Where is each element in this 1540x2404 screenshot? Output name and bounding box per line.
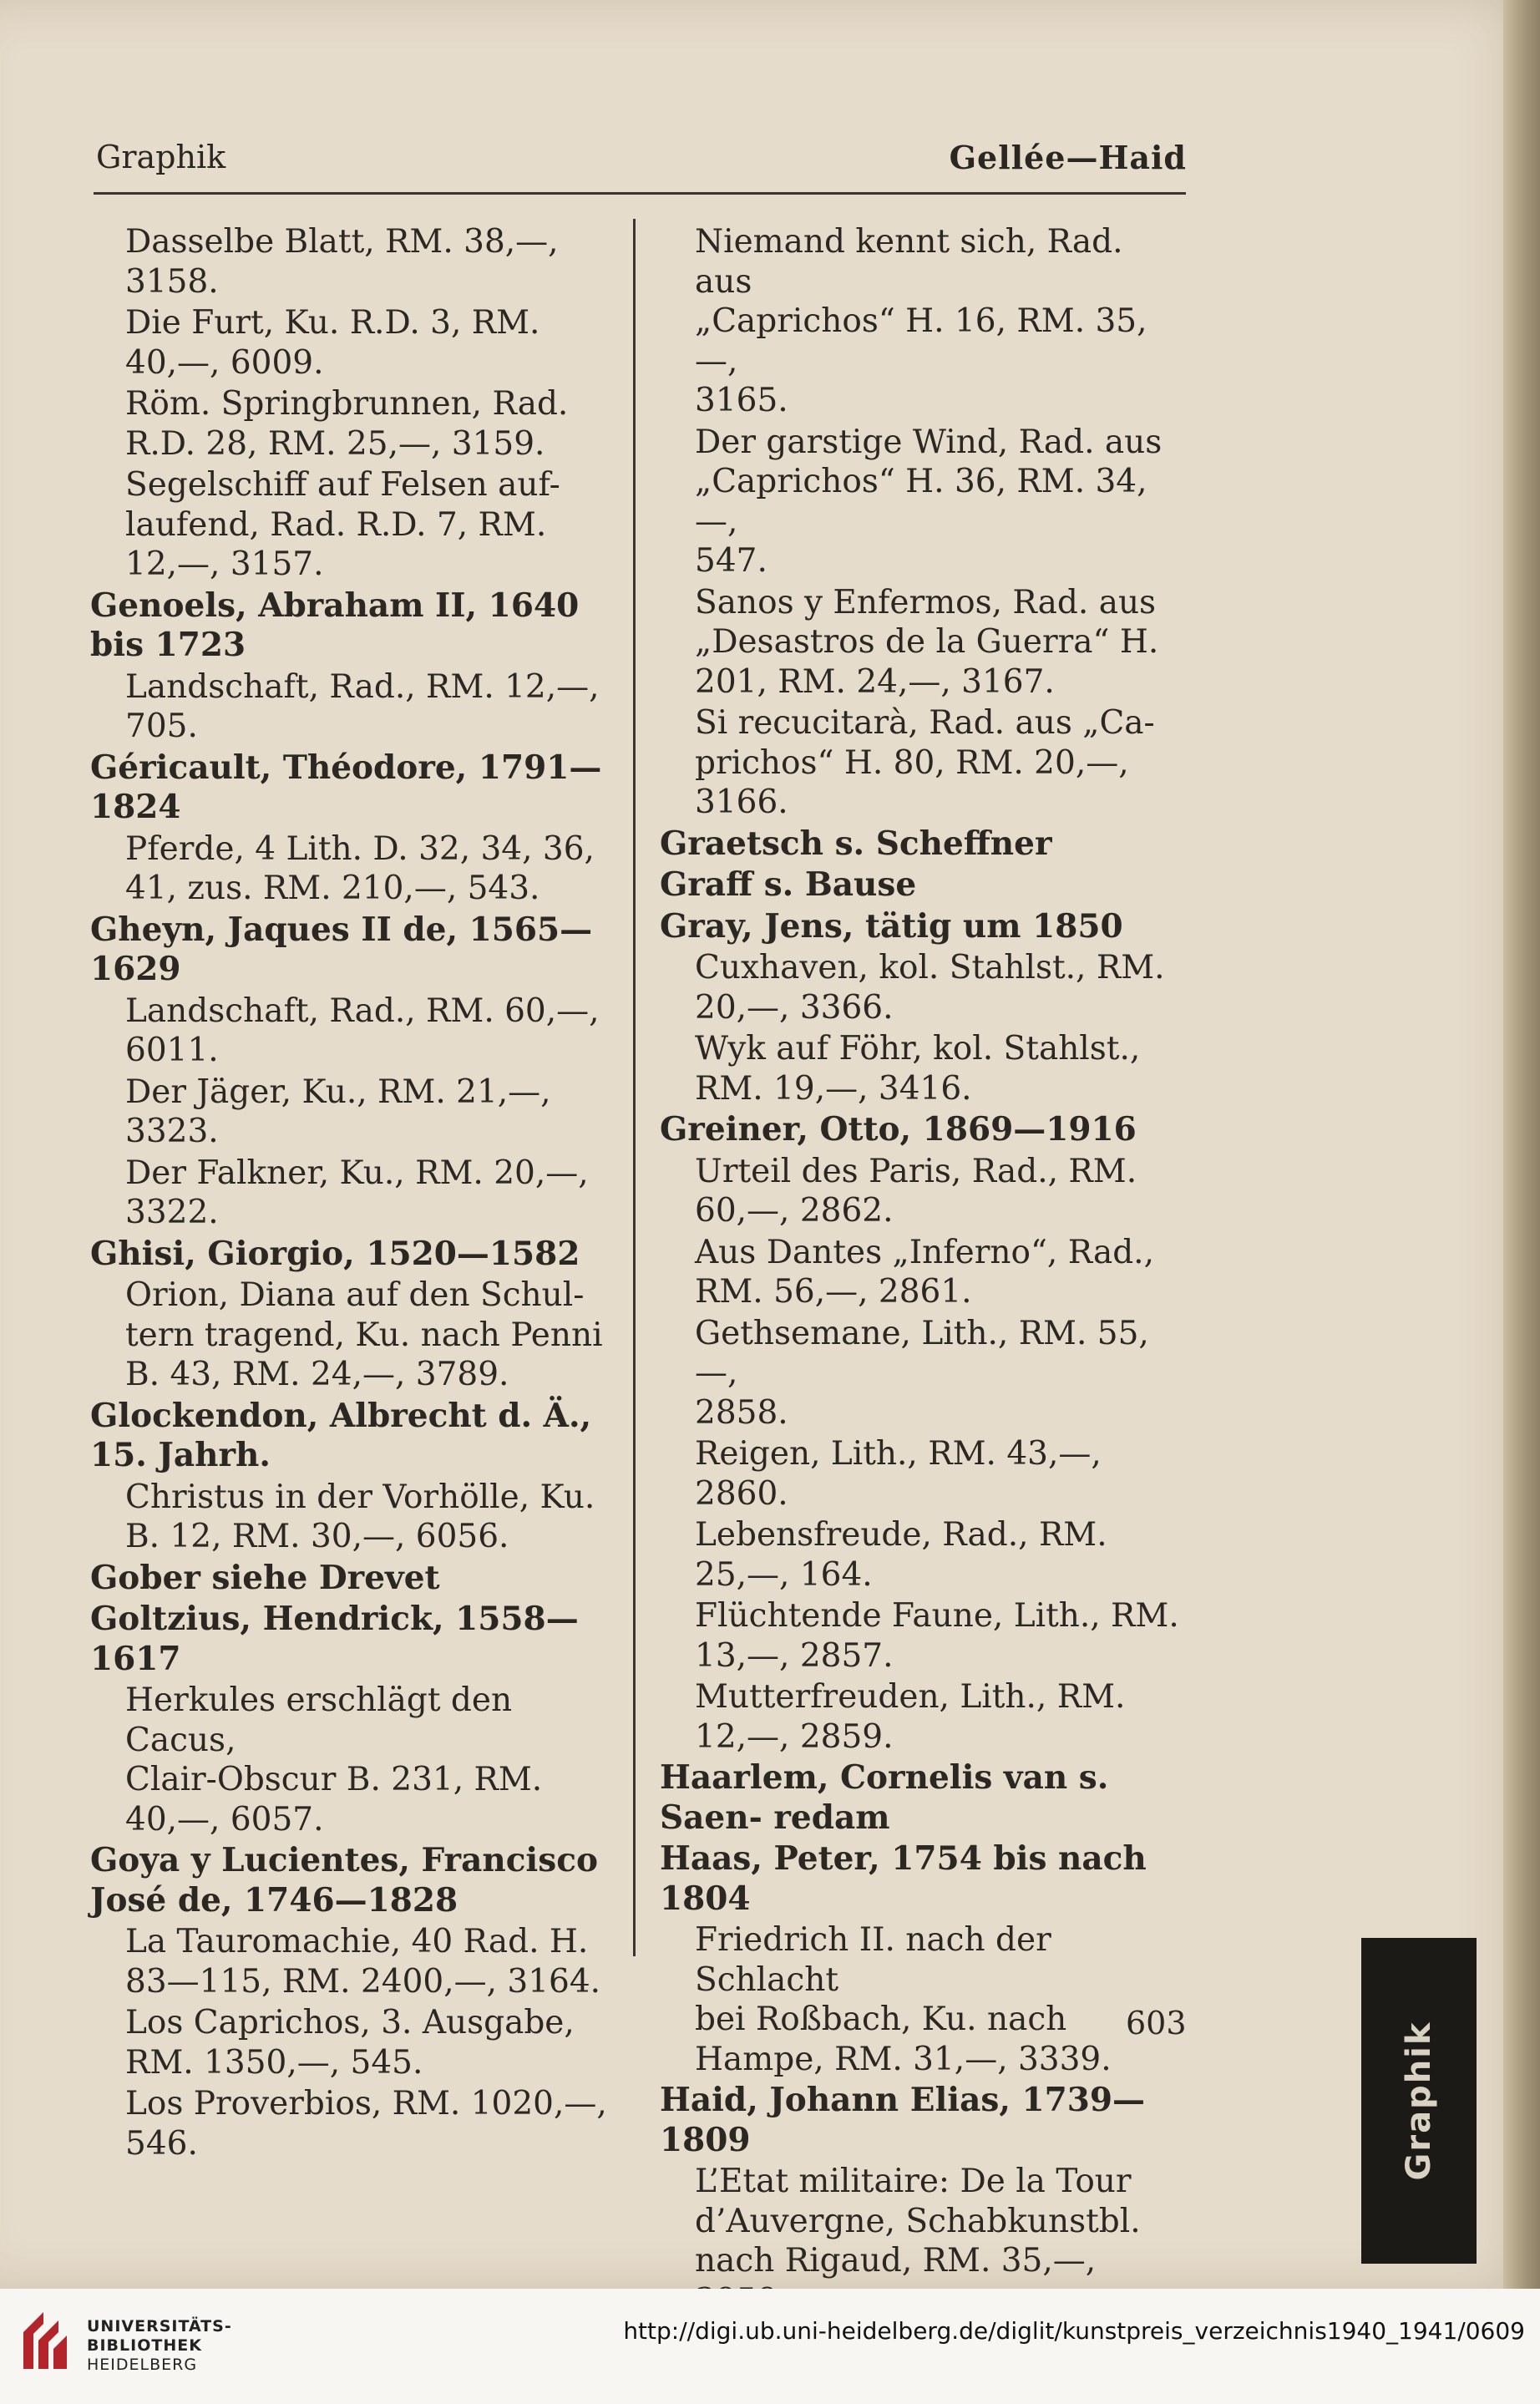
entry-line: „Caprichos“ H. 16, RM. 35,—, [695,302,1147,380]
entry-heading: Genoels, Abraham II, 1640 bis 1723 [90,586,580,664]
entry-line: prichos“ H. 80, RM. 20,—, [695,743,1129,782]
entry-line: 201, RM. 24,—, 3167. [695,662,1055,701]
entry-line: Die Furt, Ku. R.D. 3, RM. [125,304,540,342]
running-head-left: Graphik [96,139,226,175]
entry-line: B. 12, RM. 30,—, 6056. [125,1518,509,1555]
entry-line: Urteil des Paris, Rad., RM. [695,1152,1137,1190]
entry-heading: Goltzius, Hendrick, 1558—1617 [90,1600,579,1678]
entry-item [90,384,608,464]
entry-item [660,1233,1186,1312]
entry-line: Dasselbe Blatt, RM. 38,—, [125,223,559,261]
entry-line: 40,—, 6009. [125,343,324,382]
entry-heading: Haas, Peter, 1754 bis nach 1804 [660,1839,1147,1918]
entry-item [660,1029,1186,1108]
entry-line: Christus in der Vorhölle, Ku. [125,1478,595,1516]
entry-line: RM. 19,—, 3416. [695,1069,972,1108]
entry-line: 13,—, 2857. [695,1636,894,1675]
logo-text-line-2: BIBLIOTHEK [87,2336,202,2355]
footer-bar [0,2289,1540,2404]
entry-heading: Gheyn, Jaques II de, 1565—1629 [90,910,593,988]
entry-line: Orion, Diana auf den Schul- [125,1276,585,1314]
entry-line: Los Proverbios, RM. 1020,—, [125,2085,607,2123]
entry-line: L’Etat militaire: De la Tour [695,2163,1132,2200]
right-column [660,222,1186,2322]
entry-line: RM. 56,—, 2861. [695,1273,972,1311]
entry-line: B. 43, RM. 24,—, 3789. [125,1356,509,1393]
entry-heading: Graff s. Bause [660,865,917,904]
entry-heading: Graetsch s. Scheffner [660,824,1052,863]
entry-heading: Haid, Johann Elias, 1739—1809 [660,2081,1146,2159]
entry-line: Gethsemane, Lith., RM. 55,—, [695,1314,1149,1392]
entry-line: 25,—, 164. [695,1555,873,1594]
entry-item [660,222,1186,421]
entry-line: Lebensfreude, Rad., RM. [695,1516,1107,1554]
entry-item [90,222,608,302]
entry-line: Los Caprichos, 3. Ausgabe, [125,2004,575,2041]
entry-line: 546. [125,2124,198,2163]
entry-line: nach Rigaud, RM. 35,—, [695,2242,1097,2280]
entry-line: 40,—, 6057. [125,1800,324,1839]
entry-heading: Haarlem, Cornelis van s. Saen- redam [660,1758,1109,1837]
entry-line: R.D. 28, RM. 25,—, 3159. [125,424,545,463]
entry-line: Landschaft, Rad., RM. 60,—, [125,992,600,1030]
entry-line: Niemand kennt sich, Rad. aus [695,223,1123,301]
entry-item [660,1920,1186,2079]
entry-line: tern tragend, Ku. nach Penni [125,1316,603,1354]
entry-line: 3165. [695,382,788,419]
entry-item [660,583,1186,702]
entry-line: Der Jäger, Ku., RM. 21,—, [125,1073,551,1111]
left-column [90,222,608,2165]
logo-text-line-1: UNIVERSITÄTS- [87,2317,232,2336]
header-rule [94,192,1186,195]
entry-line: 705. [125,708,198,745]
entry-item [660,1434,1186,1514]
entry-line: laufend, Rad. R.D. 7, RM. [125,505,547,544]
entry-item [90,992,608,1071]
entry-line: 12,—, 2859. [695,1717,894,1756]
entry-item [90,465,608,585]
entry-line: 3323. [125,1113,219,1150]
entry-line: 2858. [695,1393,788,1432]
entry-line: Pferde, 4 Lith. D. 32, 34, 36, [125,829,595,868]
book-spine-edge [1503,0,1540,2289]
entry-line: 3158. [125,262,219,301]
entry-item [90,1681,608,1839]
entry-item [660,1314,1186,1433]
entry-item [90,829,608,909]
entry-line: Friedrich II. nach der Schlacht [695,1921,1051,1999]
entry-line: Herkules erschlägt den Cacus, [125,1681,513,1759]
entry-line: „Caprichos“ H. 36, RM. 34,—, [695,463,1147,540]
entry-line: Röm. Springbrunnen, Rad. [125,385,569,423]
entry-heading: Gray, Jens, tätig um 1850 [660,906,1123,946]
entry-item [660,1515,1186,1595]
entry-line: Flüchtende Faune, Lith., RM. [695,1597,1179,1635]
entry-line: 12,—, 3157. [125,545,324,583]
entry-line: Hampe, RM. 31,—, 3339. [695,2040,1112,2078]
entry-item [660,423,1186,581]
entry-heading: Ghisi, Giorgio, 1520—1582 [90,1234,580,1273]
entry-line: „Desastros de la Guerra“ H. [695,623,1159,661]
entry-item [90,1922,608,2001]
entry-item [660,1596,1186,1676]
entry-line: Reigen, Lith., RM. 43,—, 2860. [695,1435,1102,1513]
entry-line: d’Auvergne, Schabkunstbl. [695,2202,1141,2240]
entry-line: 547. [695,542,767,580]
section-tab-label: Graphik [1400,2021,1438,2181]
entry-line: 83—115, RM. 2400,—, 3164. [125,1962,601,2001]
entry-line: 3166. [695,784,788,821]
entry-line: 20,—, 3366. [695,988,894,1027]
entry-item [90,1154,608,1233]
entry-heading: Gober siehe Drevet [90,1558,440,1597]
entry-line: Si recucitarà, Rad. aus „Ca- [695,704,1155,742]
entry-line: 60,—, 2862. [695,1192,894,1230]
running-head-right: Gellée—Haid [949,139,1187,176]
logo-text-line-3: HEIDELBERG [87,2356,198,2374]
entry-line: Der garstige Wind, Rad. aus [695,423,1163,461]
entry-line: Sanos y Enfermos, Rad. aus [695,583,1157,621]
entry-item [90,303,608,383]
entry-line: Landschaft, Rad., RM. 12,—, [125,667,600,706]
entry-line: Clair-Obscur B. 231, RM. [125,1761,543,1798]
entry-heading: Glockendon, Albrecht d. Ä., 15. Jahrh. [90,1396,592,1474]
entry-line: Wyk auf Föhr, kol. Stahlst., [695,1030,1141,1068]
entry-item [90,1478,608,1557]
entry-heading: Géricault, Théodore, 1791—1824 [90,748,602,826]
entry-item [660,1677,1186,1757]
entry-item [660,703,1186,823]
entry-item [90,2084,608,2163]
entry-line: Segelschiff auf Felsen auf- [125,466,560,504]
entry-item [90,2003,608,2082]
entry-line: Aus Dantes „Inferno“, Rad., [695,1233,1154,1271]
entry-line: 3322. [125,1194,219,1231]
entry-item [90,1073,608,1152]
entry-line: bei Roßbach, Ku. nach [695,2001,1067,2038]
entry-line: Der Falkner, Ku., RM. 20,—, [125,1154,589,1192]
entry-item [660,1152,1186,1231]
page-number: 603 [1126,2005,1187,2041]
entry-line: Mutterfreuden, Lith., RM. [695,1678,1126,1716]
entry-line: RM. 1350,—, 545. [125,2043,423,2082]
entry-item [90,667,608,747]
entry-item [660,948,1186,1027]
entry-heading: Goya y Lucientes, Francisco José de, 1746—1828 [90,1841,598,1920]
entry-item [90,1276,608,1395]
entry-line: Cuxhaven, kol. Stahlst., RM. [695,949,1165,986]
library-logo-icon [18,2307,70,2374]
entry-heading: Greiner, Otto, 1869—1916 [660,1110,1137,1149]
entry-line: 41, zus. RM. 210,—, 543. [125,870,540,907]
source-url-link[interactable]: http://digi.ub.uni-heidelberg.de/diglit/kunstpreis_verzeichnis1940_1941/0609 [623,2317,1525,2345]
entry-line: La Tauromachie, 40 Rad. H. [125,1923,589,1960]
entry-line: 6011. [125,1032,219,1069]
column-divider [633,219,636,1956]
